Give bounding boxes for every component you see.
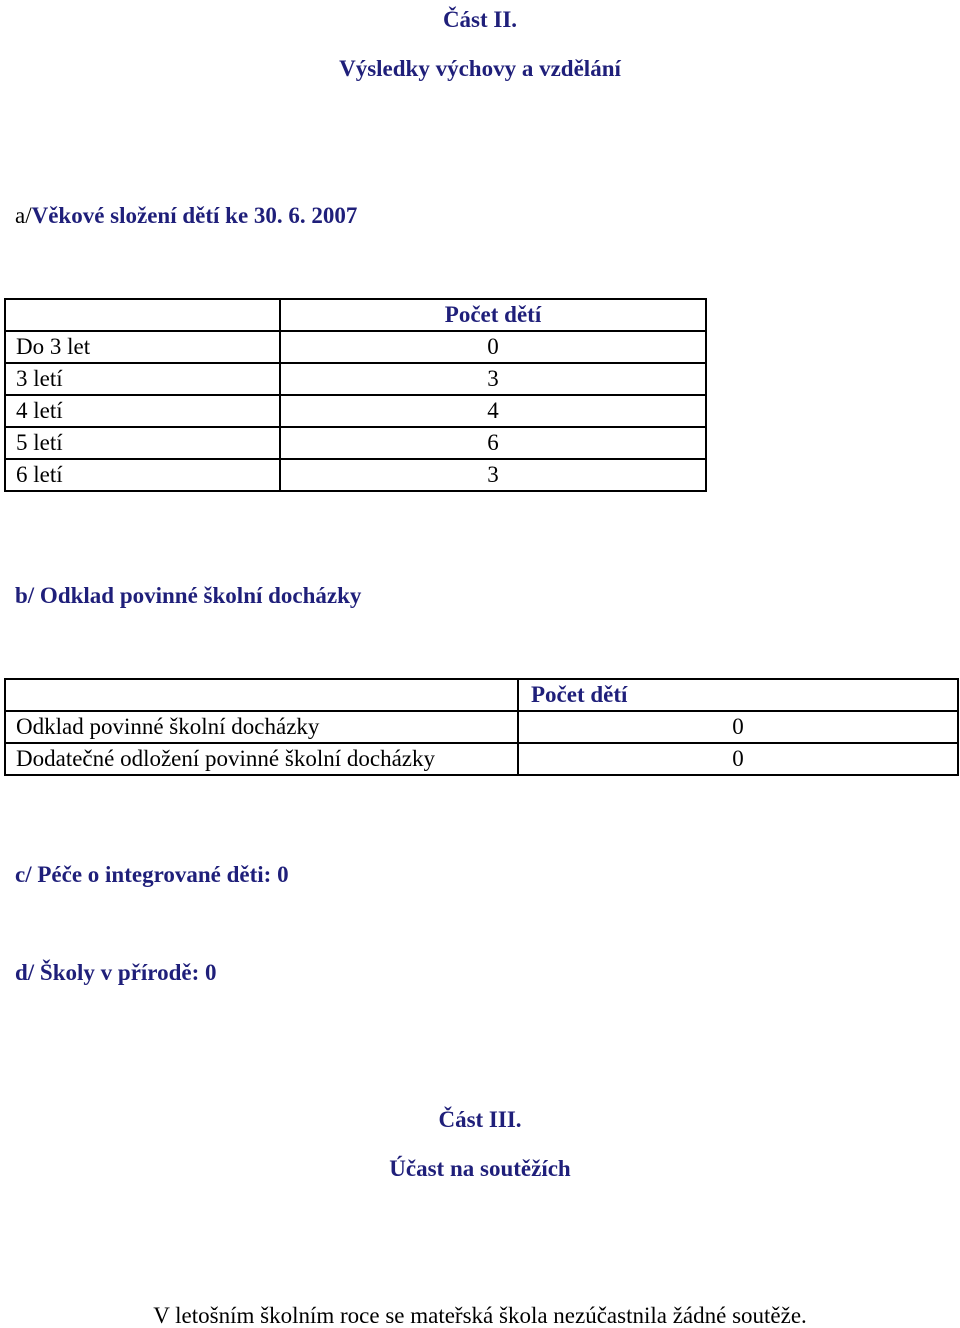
- table-row: [5, 459, 706, 491]
- row-value: 4: [280, 395, 706, 427]
- table-header-row: [5, 679, 958, 711]
- part3-subtitle: Účast na soutěžích: [389, 1156, 571, 1181]
- row-value: 3: [280, 459, 706, 491]
- table-row: [5, 427, 706, 459]
- row-value: 0: [518, 711, 958, 743]
- section-b-title: b/ Odklad povinné školní docházky: [15, 583, 362, 608]
- table-header-count: Počet dětí: [280, 299, 706, 331]
- row-value: 6: [280, 427, 706, 459]
- age-composition-table: [4, 298, 707, 492]
- table-row: [5, 395, 706, 427]
- row-label: 3 letí: [5, 363, 280, 395]
- table-row: [5, 743, 958, 775]
- row-label: Dodatečné odložení povinné školní docházky: [5, 743, 518, 775]
- table-header-row: [5, 299, 706, 331]
- row-value: 0: [280, 331, 706, 363]
- table-row: [5, 363, 706, 395]
- table-header-empty-cell: [5, 299, 280, 331]
- table-header-empty-cell: [5, 679, 518, 711]
- section-a-title: Věkové složení dětí ke 30. 6. 2007: [31, 203, 358, 228]
- table-header-count: Počet dětí: [518, 679, 958, 711]
- section-d-title: d/ Školy v přírodě: 0: [15, 960, 217, 985]
- part2-title: Část II.: [442, 7, 518, 32]
- table-row: [5, 331, 706, 363]
- part3-title: Část III.: [438, 1107, 522, 1132]
- row-label: Odklad povinné školní docházky: [5, 711, 518, 743]
- row-label: 4 letí: [5, 395, 280, 427]
- section-c-title: c/ Péče o integrované děti: 0: [15, 862, 289, 887]
- row-value: 3: [280, 363, 706, 395]
- row-label: 5 letí: [5, 427, 280, 459]
- table-row: [5, 711, 958, 743]
- row-label: Do 3 let: [5, 331, 280, 363]
- row-label: 6 letí: [5, 459, 280, 491]
- deferral-table: [4, 678, 959, 776]
- section-a-prefix: a/: [15, 203, 32, 228]
- part3-text: V letošním školním roce se mateřská škola nezúčastnila žádné soutěže.: [153, 1303, 807, 1328]
- row-value: 0: [518, 743, 958, 775]
- part2-subtitle: Výsledky výchovy a vzdělání: [339, 56, 621, 81]
- section-a-heading: [15, 204, 357, 227]
